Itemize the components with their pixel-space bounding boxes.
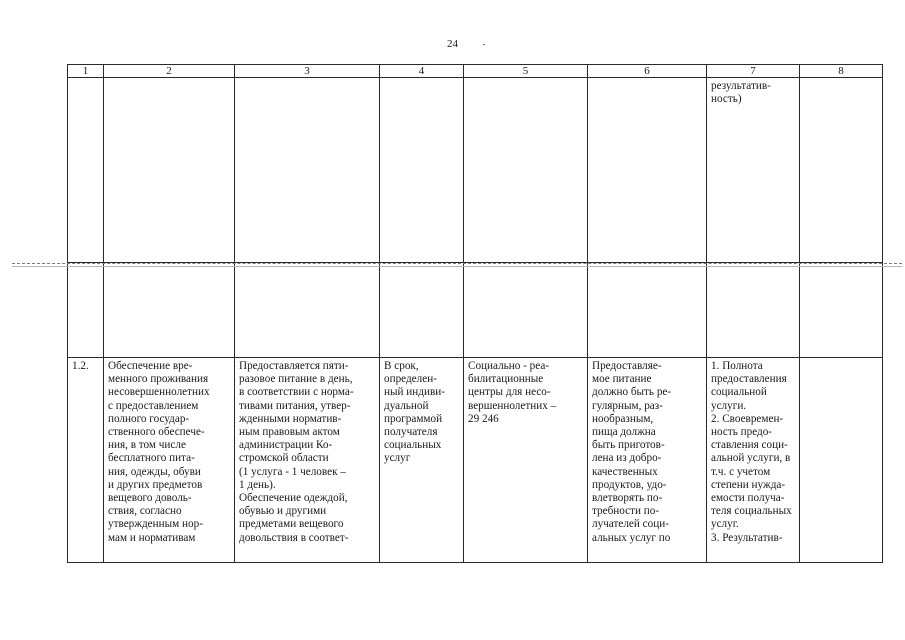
service-provider-cell: Социально - реа- билитационные центры для несо- вершеннолетних – 29 246 — [464, 358, 588, 563]
quality-indicators-cell: Предоставляе- мое питание должно быть ре- гулярным, раз- нообразным, пища должна быть приготов- лена из добро- качественных продуктов, удо- влетворять по- требности по- лучателей соци- альных услуг по — [588, 358, 707, 563]
service-row-1-2 — [68, 358, 883, 563]
scan-fold-line-shadow — [12, 266, 902, 267]
scan-speck — [483, 44, 485, 45]
blank-cell — [104, 263, 235, 358]
service-description-cell: Предоставляется пяти- разовое питание в день, в соответствии с норма- тивами питания, утвер- жденными норматив- ным правовым актом администрации Ко- стромской области (1 услуга - 1 человек – 1 день). Обеспечение одеждой, обувью и другими предметами вещевого довольствия в соответ- — [235, 358, 380, 563]
row-number-cell: 1.2. — [68, 358, 104, 563]
cont-cell-4 — [380, 78, 464, 263]
blank-cell — [707, 263, 800, 358]
blank-cell — [380, 263, 464, 358]
cont-cell-8 — [800, 78, 883, 263]
cont-cell-6 — [588, 78, 707, 263]
evaluation-criteria-cell: 1. Полнота предоставления социальной услуги. 2. Своевремен- ность предо- ставления соци- альной услуги, в т.ч. с учетом степени нужда- емости получа- теля социальных услуг. 3. Результатив- — [707, 358, 800, 563]
blank-cell — [588, 263, 707, 358]
header-cell-1: 1 — [68, 65, 104, 78]
blank-cell — [800, 263, 883, 358]
header-cell-5: 5 — [464, 65, 588, 78]
blank-cell — [235, 263, 380, 358]
service-name-cell: Обеспечение вре- менного проживания несовершеннолетних с предоставлением полного государ- ственного обеспече- ния, в том числе бесплатного пита- ния, одежды, обуви и других предметов вещевого доволь- ствия, согласно утвержденным нор- мам и нормативам — [104, 358, 235, 563]
cont-cell-5 — [464, 78, 588, 263]
cont-cell-3 — [235, 78, 380, 263]
service-term-cell: В срок, определен- ный индиви- дуальной программой получателя социальных услуг — [380, 358, 464, 563]
blank-row — [68, 263, 883, 358]
continuation-row — [68, 78, 883, 263]
blank-cell — [464, 263, 588, 358]
header-cell-2: 2 — [104, 65, 235, 78]
header-cell-3: 3 — [235, 65, 380, 78]
cont-cell-1 — [68, 78, 104, 263]
blank-cell — [68, 263, 104, 358]
cont-cell-2 — [104, 78, 235, 263]
services-table — [67, 64, 883, 563]
header-cell-6: 6 — [588, 65, 707, 78]
header-row — [68, 65, 883, 78]
header-cell-4: 4 — [380, 65, 464, 78]
notes-cell — [800, 358, 883, 563]
page-number: 24 — [447, 38, 458, 50]
cont-cell-7: результатив- ность) — [707, 78, 800, 263]
header-cell-8: 8 — [800, 65, 883, 78]
header-cell-7: 7 — [707, 65, 800, 78]
scan-fold-line — [12, 263, 902, 264]
